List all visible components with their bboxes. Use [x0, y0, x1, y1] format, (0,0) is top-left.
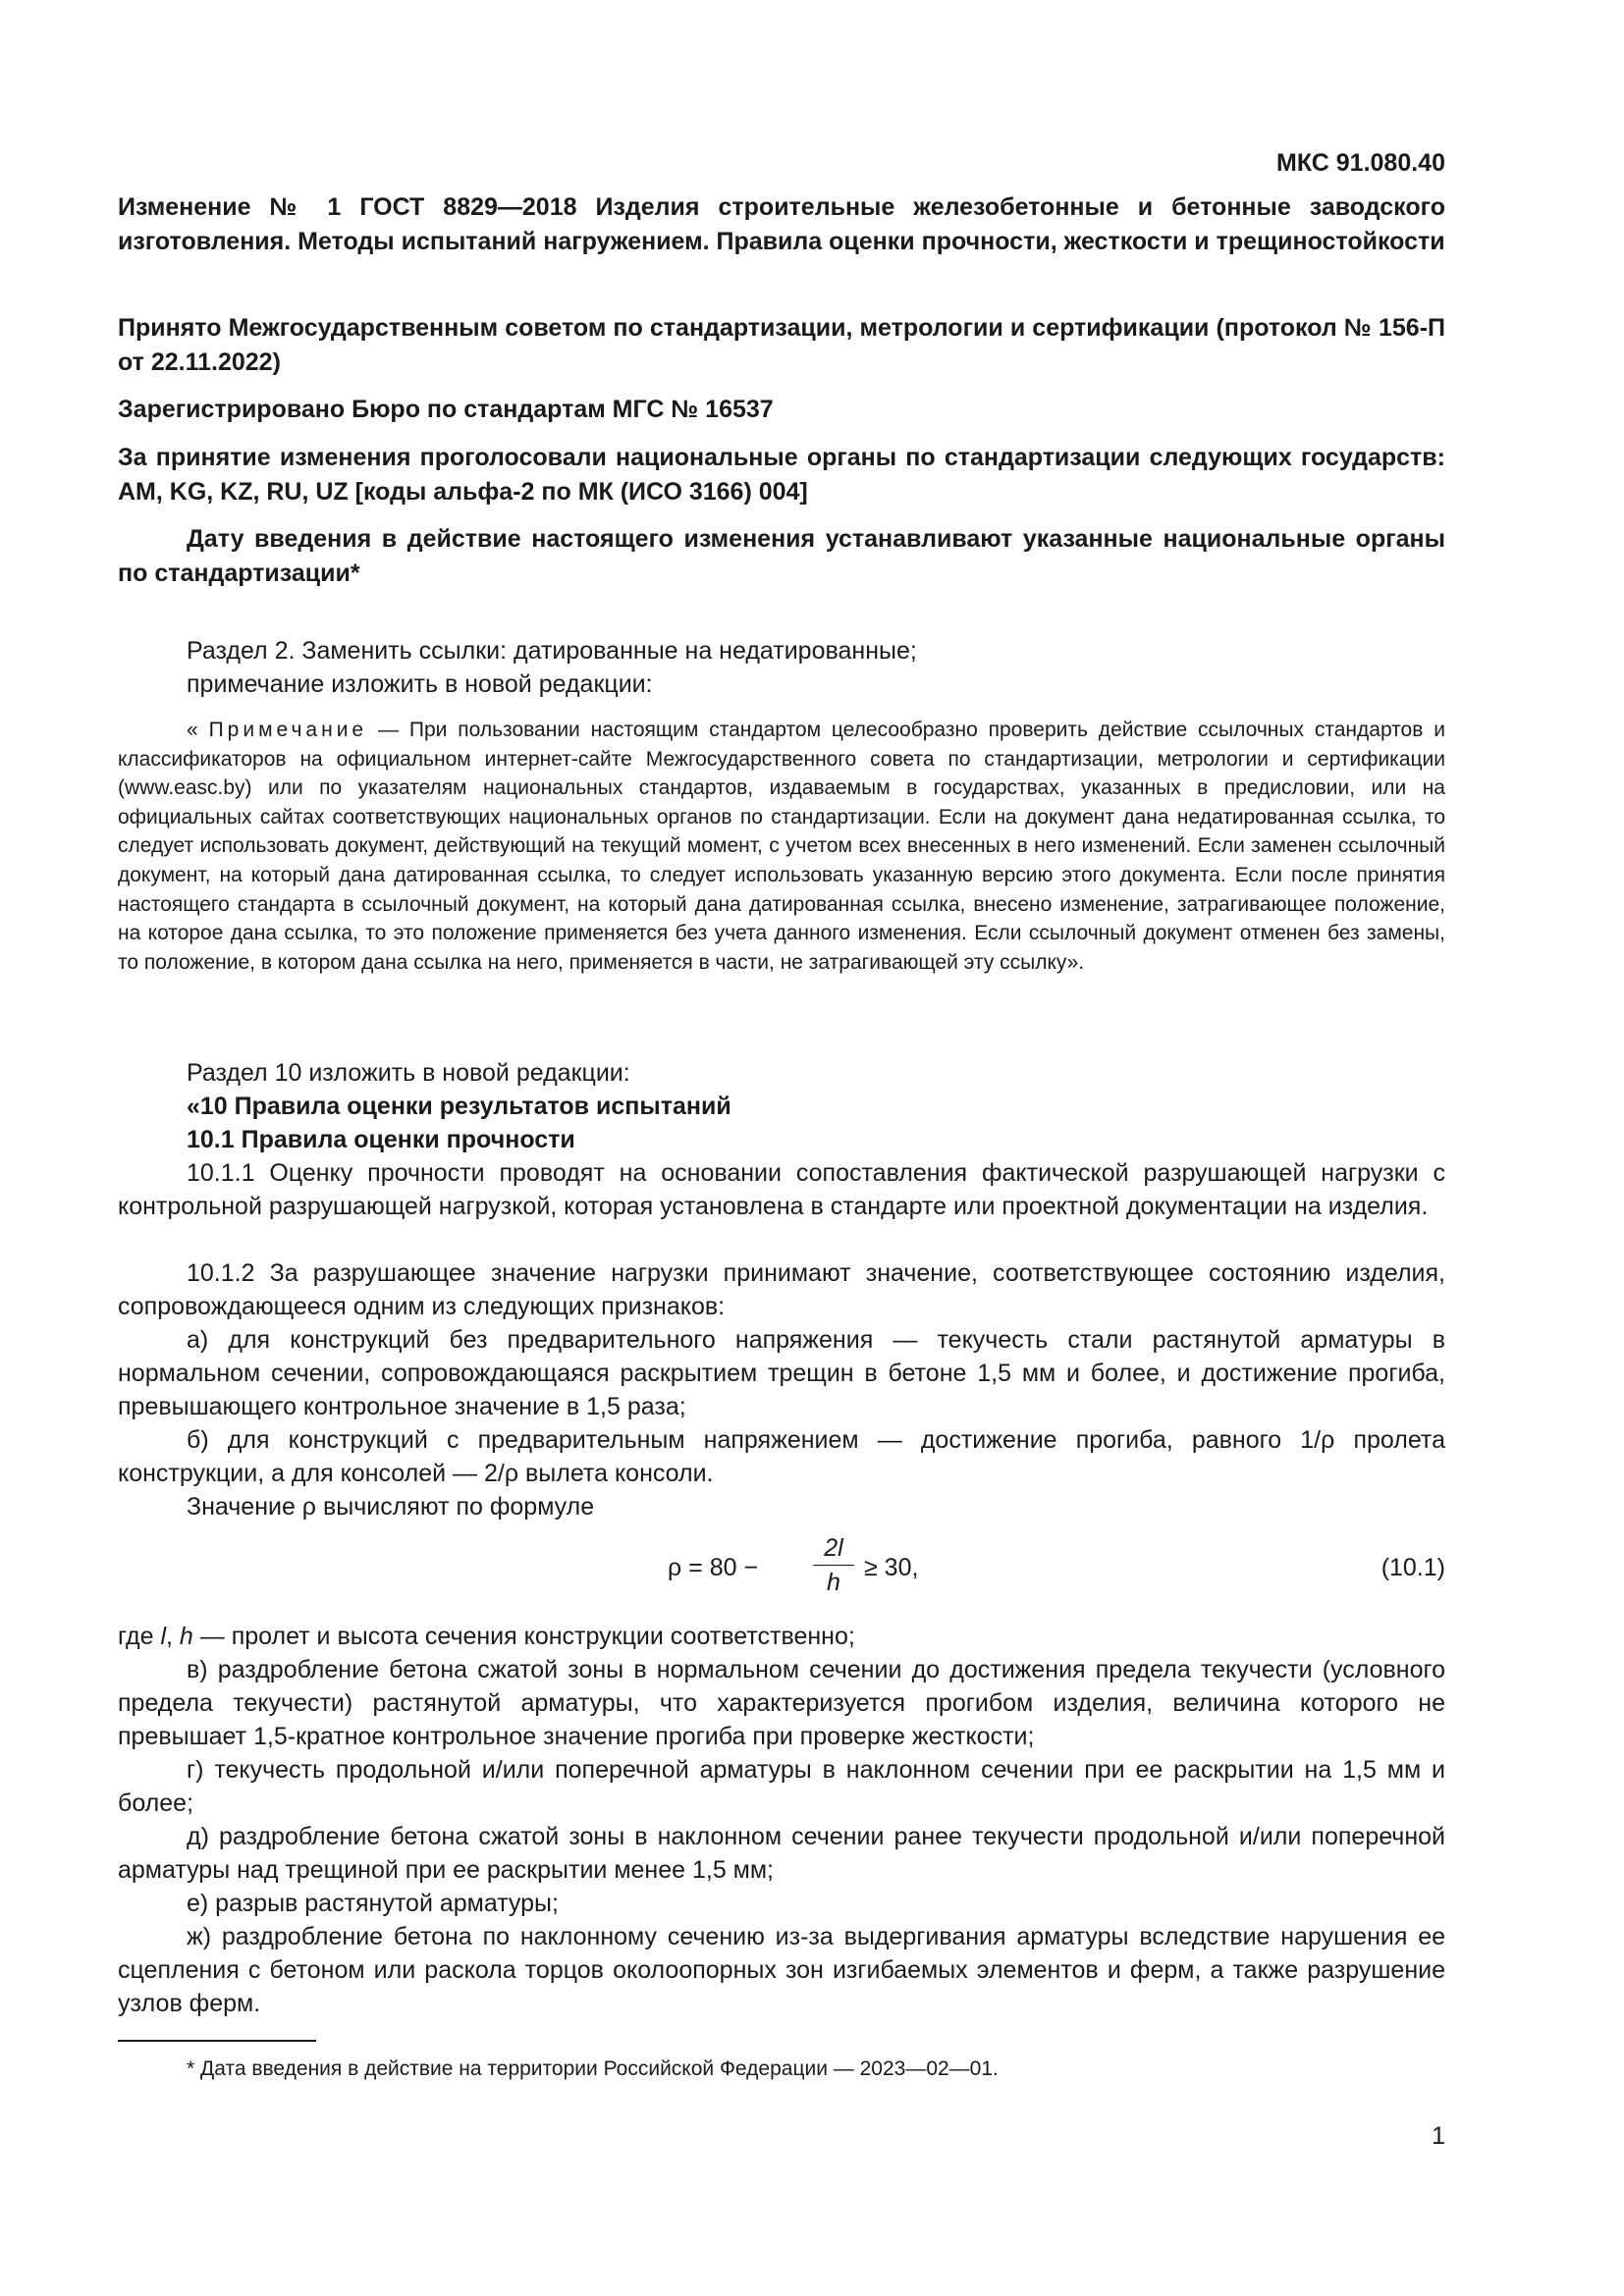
footnote-separator: [118, 2040, 316, 2042]
where-h-symbol: h: [179, 1623, 193, 1650]
voting-statement: За принятие изменения проголосовали национальные органы по стандартизации следующих государств: AM, KG, KZ, RU, UZ [коды альфа-2 по МК (ИСО 3166) 004]: [118, 444, 1445, 506]
page-number: 1: [1432, 2122, 1445, 2150]
formula-lhs: ρ = 80 −: [668, 1554, 759, 1581]
paragraph-10-1-1: 10.1.1 Оценку прочности проводят на основании сопоставления фактической разрушающей нагрузки с контрольной разрушающей нагрузкой, которая установлена в стандарте или проектной документации на изделия.: [118, 1159, 1445, 1220]
where-prefix: где: [118, 1623, 161, 1650]
formula-fraction: [813, 1531, 854, 1599]
section10-1-heading: 10.1 Правила оценки прочности: [187, 1126, 575, 1153]
list-item-d: д) раздробление бетона сжатой зоны в наклонном сечении ранее текучести продольной и/или поперечной арматуры над трещиной при ее раскрытии менее 1,5 мм;: [118, 1823, 1445, 1884]
section2-line1: Раздел 2. Заменить ссылки: датированные на недатированные;: [187, 637, 917, 665]
footnote: * Дата введения в действие на территории Российской Федерации — 2023—02—01.: [187, 2057, 999, 2080]
where-clause: [118, 1620, 1445, 1653]
note-label: Примечание: [208, 719, 368, 741]
note-paragraph: [118, 716, 1445, 977]
amendment-title: Изменение № 1 ГОСТ 8829—2018 Изделия строительные железобетонные и бетонные заводского изготовления. Методы испытаний нагружением. Правила оценки прочности, жесткости и трещиностойкости: [118, 193, 1445, 255]
effective-date-statement: Дату введения в действие настоящего изменения устанавливают указанные национальные органы по стандартизации*: [118, 525, 1445, 587]
section10-heading: «10 Правила оценки результатов испытаний: [187, 1093, 731, 1120]
list-item-g: г) текучесть продольной и/или поперечной арматуры в наклонном сечении при ее раскрытии на 1,5 мм и более;: [118, 1756, 1445, 1817]
document-page: [118, 0, 1445, 2296]
registration-statement: Зарегистрировано Бюро по стандартам МГС № 16537: [118, 396, 774, 423]
list-item-a: а) для конструкций без предварительного напряжения — текучесть стали растянутой арматуры в нормальном сечении, сопровождающаяся раскрытием трещин в бетоне 1,5 мм и более, и достижение прогиба, превышающего контрольное значение в 1,5 раза;: [118, 1326, 1445, 1420]
equation-number: (10.1): [1380, 1554, 1445, 1581]
adopted-statement: Принято Межгосударственным советом по стандартизации, метрологии и сертификации (протокол № 156-П от 22.11.2022): [118, 314, 1445, 376]
section2-line2: примечание изложить в новой редакции:: [187, 670, 653, 698]
formula-rhs: ≥ 30,: [864, 1554, 919, 1581]
mks-code: МКС 91.080.40: [1276, 149, 1445, 177]
paragraph-10-1-2: 10.1.2 За разрушающее значение нагрузки принимают значение, соответствующее состоянию изделия, сопровождающееся одним из следующих признаков:: [118, 1259, 1445, 1320]
formula-10-1: [668, 1531, 992, 1620]
note-open-quote: «: [187, 719, 209, 741]
note-text: — При пользовании настоящим стандартом целесообразно проверить действие ссылочных стандартов и классификаторов на официальном интернет-сайте Межгосударственного совета по стандартизации, метрологии и сертификации (www.easc.by) или по указателям национальных стандартов, издаваемым в государствах, указанных в предисловии, или на официальных сайтах соответствующих национальных органов по стандартизации. Если на документ дана недатированная ссылка, то следует использовать документ, действующий на текущий момент, с учетом всех внесенных в него изменений. Если заменен ссылочный документ, на который дана датированная ссылка, то следует использовать указанную версию этого документа. Если после принятия настоящего стандарта в ссылочный документ, на который дана датированная ссылка, внесено изменение, затрагивающее положение, на которое дана ссылка, то это положение применяется без учета данного изменения. Если ссылочный документ отменен без замены, то положение, в котором дана ссылка на него, применяется в части, не затрагивающей эту ссылку».: [118, 719, 1445, 974]
where-text: — пролет и высота сечения конструкции соответственно;: [192, 1623, 855, 1650]
where-separator: ,: [166, 1623, 180, 1650]
list-item-zh: ж) раздробление бетона по наклонному сечению из-за выдергивания арматуры вследствие нарушения ее сцепления с бетоном или раскола торцов околоопорных зон изгибаемых элементов и ферм, а также разрушение узлов ферм.: [118, 1923, 1445, 2017]
formula-denominator: h: [827, 1569, 840, 1596]
rho-intro: Значение ρ вычисляют по формуле: [187, 1493, 595, 1521]
list-item-e: е) разрыв растянутой арматуры;: [187, 1890, 559, 1917]
list-item-v: в) раздробление бетона сжатой зоны в нормальном сечении до достижения предела текучести (условного предела текучести) растянутой арматуры, что характеризуется прогибом изделия, величина которого не превышает 1,5-кратное контрольное значение прогиба при проверке жесткости;: [118, 1656, 1445, 1750]
formula-numerator: 2l: [824, 1534, 843, 1562]
section10-intro: Раздел 10 изложить в новой редакции:: [187, 1059, 630, 1087]
list-item-b: б) для конструкций с предварительным напряжением — достижение прогиба, равного 1/ρ пролета конструкции, а для консолей — 2/ρ вылета консоли.: [118, 1426, 1445, 1487]
where-l-symbol: l: [160, 1623, 166, 1650]
